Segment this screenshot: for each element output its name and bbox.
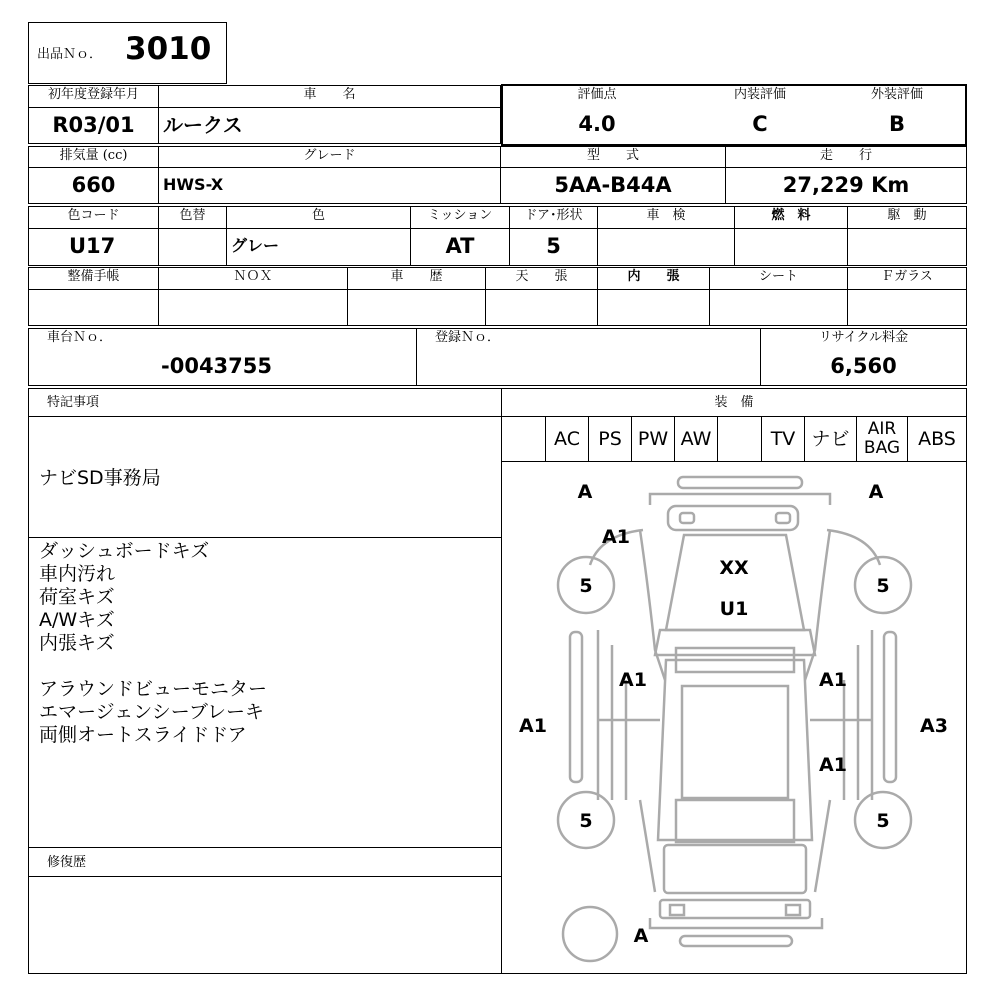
chassis-value: -0043755 [28,349,417,386]
mission-value: AT [410,228,510,266]
inspection-value [597,228,735,266]
notes-line-1: ナビSD事務局 [39,467,161,489]
recycle-fee-label: リサイクル料金 [760,328,967,351]
mark-wheel-fr: 5 [876,575,890,597]
nox-value [158,289,348,326]
interior-trim-label: 内 張 [597,267,710,290]
roof-lining-value [485,289,598,326]
door-value: 5 [509,228,598,266]
first-reg-label: 初年度登録年月 [28,85,159,108]
equip-airbag: AIR BAG [856,416,908,462]
repair-history-area [28,876,502,974]
mileage-label: 走 行 [725,146,967,168]
equipment-label: 装 備 [501,388,967,417]
model-value: 5AA-B44A [500,167,726,204]
notes-block: ダッシュボードキズ 車内汚れ 荷室キズ A/Wキズ 内張キズ アラウンドビューモニター エマージェンシーブレーキ 両側オートスライドドア [28,537,502,848]
color-code-value: U17 [28,228,159,266]
color-value: グレー [226,228,411,266]
drive-value [847,228,967,266]
grade-label: グレード [158,146,501,168]
interior-label: 内装評価 [691,86,830,108]
car-name-value: ルークス [158,107,501,144]
mark-wheel-fl: 5 [579,575,593,597]
car-history-value [347,289,486,326]
displacement-value: 660 [28,167,159,204]
equip-abs: ABS [907,416,967,462]
equip-pw: PW [631,416,675,462]
repair-history-label: 修復歴 [28,847,502,877]
equip-tv: TV [761,416,805,462]
roof-lining-label: 天 張 [485,267,598,290]
fuel-label: 燃 料 [734,206,848,229]
lot-label: 出品Ｎｏ． [37,47,103,62]
mark-bonnet-2: U1 [719,598,749,620]
seat-value [709,289,848,326]
recycle-fee-value: 6,560 [760,349,967,386]
mark-wheel-rr: 5 [876,810,890,832]
equip-navi: ナビ [804,416,857,462]
car-diagram-area [501,461,967,974]
notes-label: 特記事項 [28,388,502,417]
mission-label: ミッション [410,206,510,229]
mark-right-door-front: A1 [819,669,847,691]
chassis-label: 車台Ｎｏ． [28,328,417,351]
equip-blank-1 [501,416,546,462]
model-label: 型 式 [500,146,726,168]
mark-bonnet-edge: A1 [602,526,630,548]
notes-area [28,416,502,538]
door-label: ドア･形状 [509,206,598,229]
drive-label: 駆 動 [847,206,967,229]
mark-bonnet-1: XX [719,557,749,579]
interior-trim-value [597,289,710,326]
lot-number: 3010 [125,31,212,67]
seat-label: シート [709,267,848,290]
mark-wheel-rl: 5 [579,810,593,832]
grade-value: HWS-X [158,167,501,204]
exterior-value: B [829,107,965,144]
mark-right-door-rear: A1 [819,754,847,776]
equip-aw: AW [674,416,718,462]
equip-ps: PS [588,416,632,462]
equip-blank-2 [717,416,762,462]
color-label: 色 [226,206,411,229]
mileage-value: 27,229 Km [725,167,967,204]
interior-value: C [691,107,830,144]
car-history-label: 車 歴 [347,267,486,290]
mark-left-door: A1 [619,669,647,691]
mark-left-panel: A1 [519,715,547,737]
f-glass-label: Ｆガラス [847,267,967,290]
equip-ac: AC [545,416,589,462]
mark-front-left: A [577,481,593,503]
nox-label: ＮＯＸ [158,267,348,290]
displacement-label: 排気量 (cc) [28,146,159,168]
reg-no-label: 登録Ｎｏ． [416,328,761,351]
car-name-label: 車 名 [158,85,501,108]
score-value: 4.0 [503,107,692,144]
score-label: 評価点 [503,86,692,108]
fuel-value [734,228,848,266]
first-reg-value: R03/01 [28,107,159,144]
repaint-value [158,228,227,266]
exterior-label: 外装評価 [829,86,965,108]
inspection-label: 車 検 [597,206,735,229]
repaint-label: 色替 [158,206,227,229]
lot-box [28,22,227,84]
mark-front-right: A [868,481,884,503]
service-book-value [28,289,159,326]
mark-rear: A [633,925,649,947]
reg-no-value [416,349,761,386]
f-glass-value [847,289,967,326]
mark-right-panel: A3 [920,715,948,737]
service-book-label: 整備手帳 [28,267,159,290]
color-code-label: 色コード [28,206,159,229]
